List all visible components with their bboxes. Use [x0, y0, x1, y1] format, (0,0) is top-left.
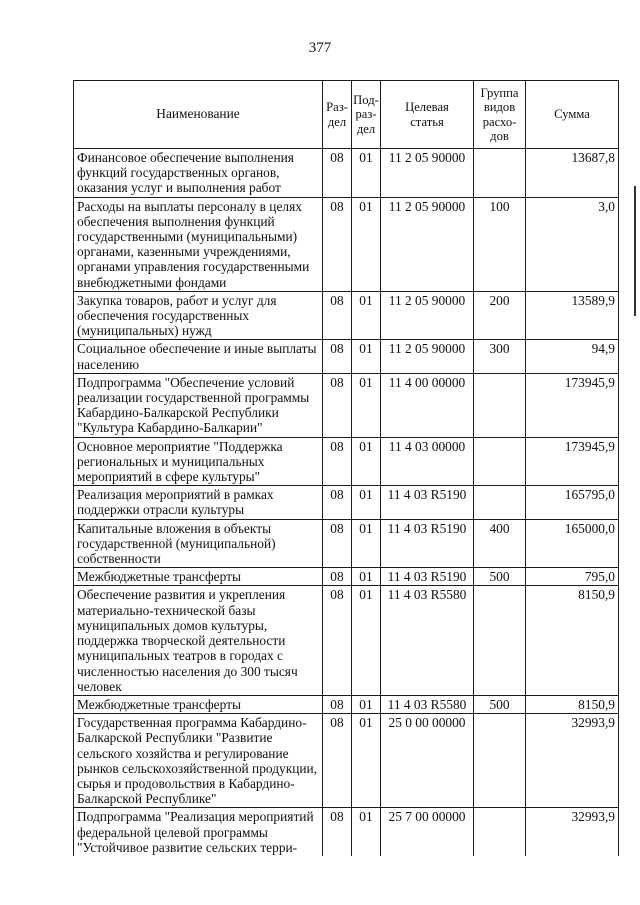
page-number: 377	[308, 40, 332, 56]
cell-subsection: 01	[352, 714, 381, 808]
cell-name: Финансовое обеспечение выполнения функций государственных органов, оказания услуг и выполнения работ	[74, 149, 323, 198]
margin-mark	[634, 186, 636, 316]
header-section: Раз- дел	[323, 81, 352, 149]
cell-subsection: 01	[352, 568, 381, 586]
table-row	[74, 437, 619, 486]
table-row	[74, 340, 619, 373]
cell-expense-group	[474, 437, 526, 486]
cell-target-item: 11 4 03 R5580	[381, 695, 474, 713]
cell-target-item: 25 7 00 00000	[381, 808, 474, 856]
cell-amount: 94,9	[526, 340, 619, 373]
table-body	[74, 149, 619, 856]
cell-section: 08	[323, 486, 352, 519]
cell-target-item: 11 2 05 90000	[381, 340, 474, 373]
header-amount: Сумма	[526, 81, 619, 149]
cell-amount: 3,0	[526, 197, 619, 291]
cell-name: Межбюджетные трансферты	[74, 695, 323, 713]
cell-target-item: 25 0 00 00000	[381, 714, 474, 808]
cell-name: Межбюджетные трансферты	[74, 568, 323, 586]
cell-subsection: 01	[352, 486, 381, 519]
cell-expense-group	[474, 373, 526, 437]
header-subsection: Под- раз- дел	[352, 81, 381, 149]
cell-expense-group	[474, 486, 526, 519]
cell-name: Расходы на выплаты персоналу в целях обеспечения выполнения функций государственными (муниципальными) органами, казенными учреждениями, органами управления государственными внебюджетными фондами	[74, 197, 323, 291]
cell-subsection: 01	[352, 586, 381, 695]
cell-section: 08	[323, 437, 352, 486]
cell-target-item: 11 4 03 R5580	[381, 586, 474, 695]
table-row	[74, 714, 619, 808]
cell-section: 08	[323, 149, 352, 198]
table-row	[74, 519, 619, 568]
cell-expense-group: 500	[474, 695, 526, 713]
cell-amount: 8150,9	[526, 586, 619, 695]
cell-section: 08	[323, 519, 352, 568]
cell-subsection: 01	[352, 695, 381, 713]
cell-name: Обеспечение развития и укрепления материально-технической базы муниципальных домов культуры, поддержка творческой деятельности муниципальных театров в городах с численностью населения до 300 тысяч человек	[74, 586, 323, 695]
table-row	[74, 373, 619, 437]
table-row	[74, 568, 619, 586]
cell-expense-group	[474, 808, 526, 856]
cell-target-item: 11 4 03 R5190	[381, 486, 474, 519]
cell-section: 08	[323, 340, 352, 373]
table-row	[74, 808, 619, 856]
cell-target-item: 11 4 03 R5190	[381, 568, 474, 586]
cell-section: 08	[323, 808, 352, 856]
cell-amount: 173945,9	[526, 373, 619, 437]
table-row	[74, 486, 619, 519]
cell-expense-group: 100	[474, 197, 526, 291]
cell-target-item: 11 4 00 00000	[381, 373, 474, 437]
cell-expense-group: 400	[474, 519, 526, 568]
cell-amount: 173945,9	[526, 437, 619, 486]
cell-target-item: 11 4 03 R5190	[381, 519, 474, 568]
cell-subsection: 01	[352, 149, 381, 198]
cell-amount: 32993,9	[526, 808, 619, 856]
cell-name: Реализация мероприятий в рамках поддержки отрасли культуры	[74, 486, 323, 519]
cell-subsection: 01	[352, 291, 381, 340]
cell-target-item: 11 4 03 00000	[381, 437, 474, 486]
cell-expense-group: 500	[474, 568, 526, 586]
budget-table	[73, 80, 619, 856]
cell-subsection: 01	[352, 373, 381, 437]
cell-amount: 8150,9	[526, 695, 619, 713]
cell-amount: 13589,9	[526, 291, 619, 340]
cell-name: Государственная программа Кабардино-Балкарской Республики "Развитие сельского хозяйства и регулирование рынков сельскохозяйственной продукции, сырья и продовольствия в Кабардино-Балкарской Республике"	[74, 714, 323, 808]
cell-section: 08	[323, 714, 352, 808]
cell-name: Капитальные вложения в объекты государственной (муниципальной) собственности	[74, 519, 323, 568]
table-header-row	[74, 81, 619, 149]
header-name: Наименование	[74, 81, 323, 149]
cell-expense-group	[474, 586, 526, 695]
cell-amount: 165000,0	[526, 519, 619, 568]
cell-name: Подпрограмма "Реализация мероприятий федеральной целевой программы "Устойчивое развитие сельских терри-	[74, 808, 323, 856]
cell-target-item: 11 2 05 90000	[381, 197, 474, 291]
cell-section: 08	[323, 197, 352, 291]
cell-section: 08	[323, 568, 352, 586]
cell-amount: 13687,8	[526, 149, 619, 198]
table-row	[74, 291, 619, 340]
cell-subsection: 01	[352, 197, 381, 291]
cell-amount: 165795,0	[526, 486, 619, 519]
cell-expense-group	[474, 714, 526, 808]
cell-target-item: 11 2 05 90000	[381, 291, 474, 340]
table-row	[74, 586, 619, 695]
cell-name: Основное мероприятие "Поддержка региональных и муниципальных мероприятий в сфере культуры"	[74, 437, 323, 486]
cell-target-item: 11 2 05 90000	[381, 149, 474, 198]
cell-subsection: 01	[352, 808, 381, 856]
cell-expense-group	[474, 149, 526, 198]
cell-section: 08	[323, 695, 352, 713]
cell-expense-group: 200	[474, 291, 526, 340]
cell-amount: 32993,9	[526, 714, 619, 808]
header-expense-group: Группа видов расхо- дов	[474, 81, 526, 149]
table-row	[74, 149, 619, 198]
cell-expense-group: 300	[474, 340, 526, 373]
cell-subsection: 01	[352, 340, 381, 373]
cell-amount: 795,0	[526, 568, 619, 586]
cell-name: Подпрограмма "Обеспечение условий реализации государственной программы Кабардино-Балкарской Республики "Культура Кабардино-Балкарии"	[74, 373, 323, 437]
cell-name: Закупка товаров, работ и услуг для обеспечения государственных (муниципальных) нужд	[74, 291, 323, 340]
cell-subsection: 01	[352, 437, 381, 486]
cell-section: 08	[323, 586, 352, 695]
table-row	[74, 695, 619, 713]
cell-name: Социальное обеспечение и иные выплаты населению	[74, 340, 323, 373]
header-target-item: Целевая статья	[381, 81, 474, 149]
cell-section: 08	[323, 373, 352, 437]
cell-subsection: 01	[352, 519, 381, 568]
table-row	[74, 197, 619, 291]
cell-section: 08	[323, 291, 352, 340]
